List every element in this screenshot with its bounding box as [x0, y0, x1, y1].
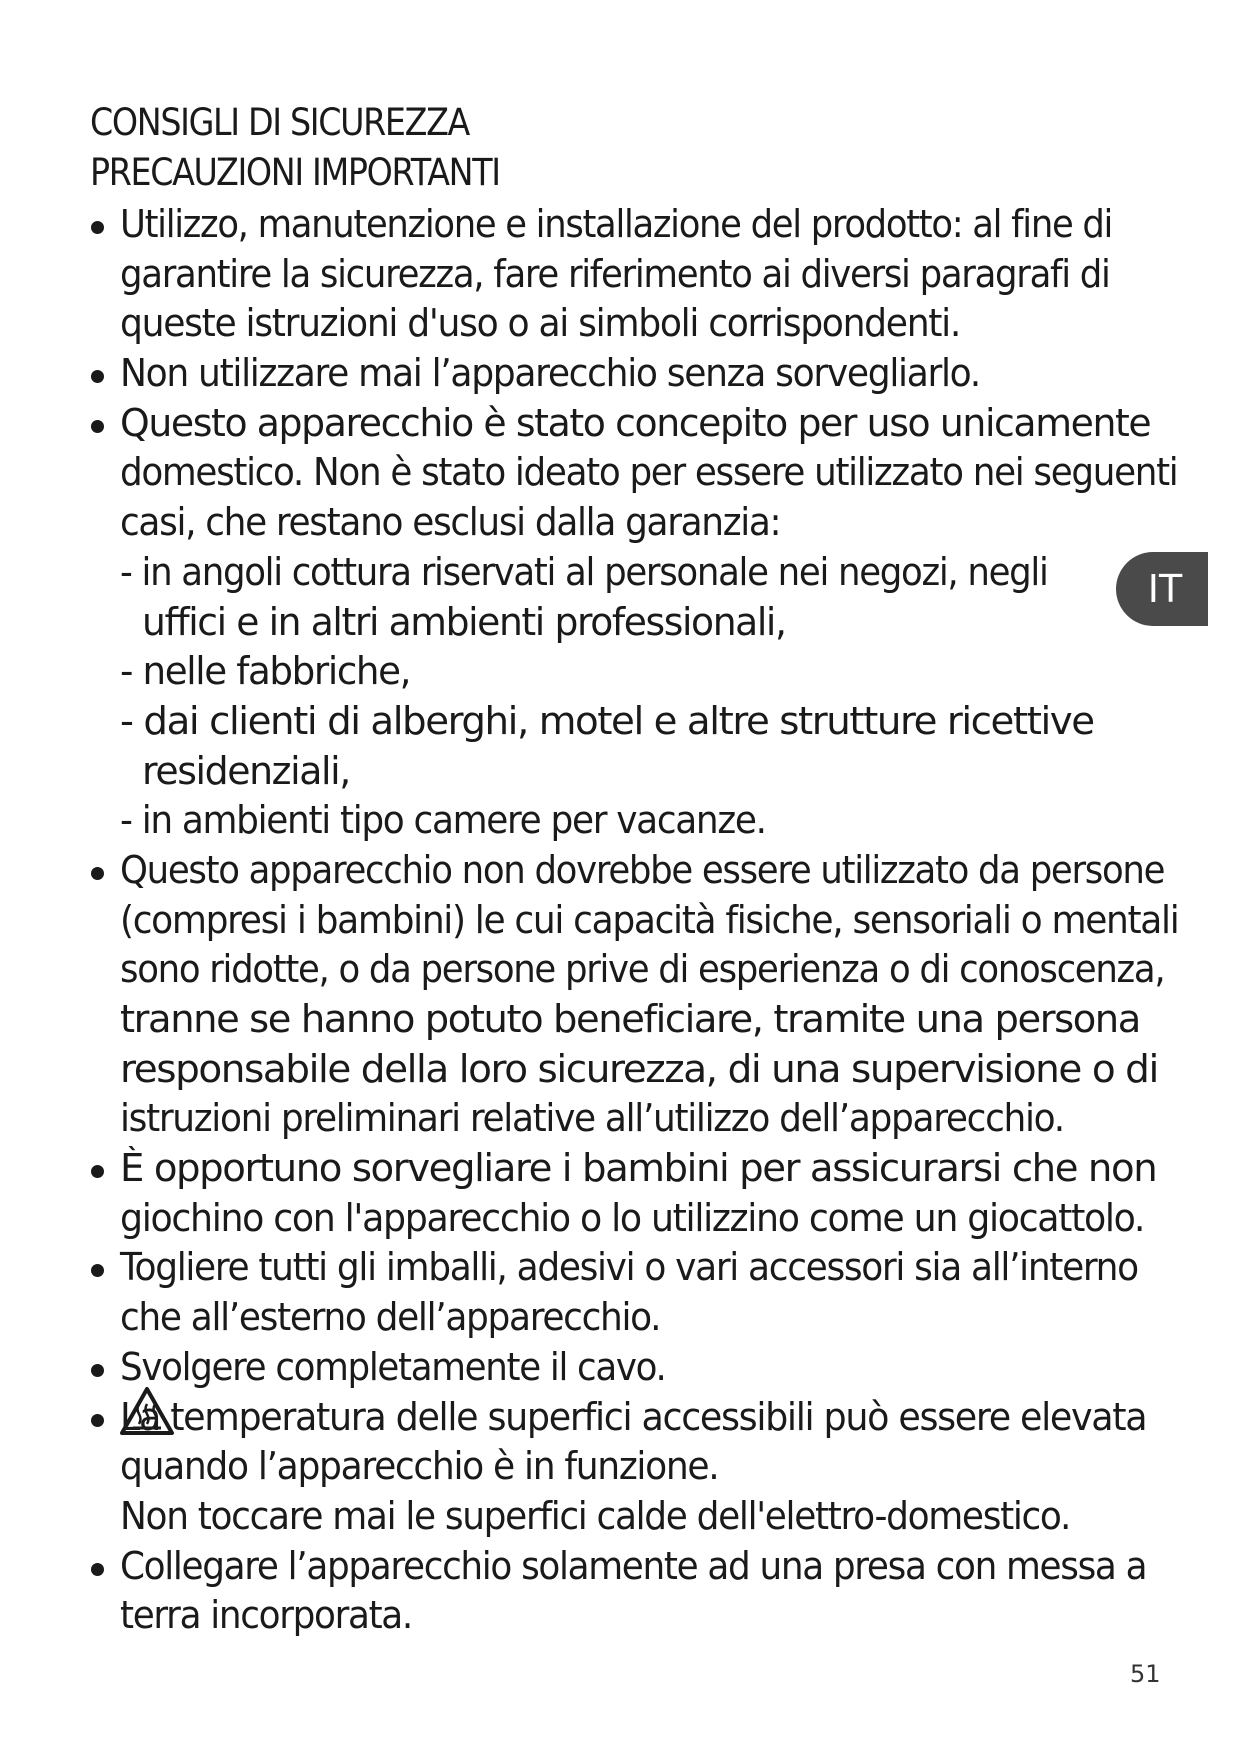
text-line-row	[88, 1094, 1180, 1144]
text-line-row	[88, 598, 1180, 648]
text-line: quando l’apparecchio è in funzione.	[120, 1444, 719, 1489]
text-line-row	[88, 498, 1180, 548]
text-line-row	[88, 896, 1180, 946]
text-line: (compresi i bambini) le cui capacità fisiche, sensoriali o mentali	[120, 897, 1179, 942]
text-line: queste istruzioni d'uso o ai simboli corrispondenti.	[120, 301, 960, 346]
list-item	[88, 1144, 1180, 1194]
text-line: Questo apparecchio è stato concepito per uso unicamente	[120, 400, 1151, 445]
text-line-row	[88, 945, 1180, 995]
text-line: Svolgere completamente il cavo.	[120, 1344, 666, 1389]
text-line-row	[88, 1442, 1180, 1492]
text-line-row	[88, 1492, 1180, 1542]
text-line: tranne se hanno potuto beneficiare, tramite una persona	[120, 997, 1140, 1041]
page-heading	[90, 98, 500, 198]
bullet-icon	[91, 1165, 104, 1178]
list-item	[88, 200, 1180, 250]
list-item	[88, 1542, 1180, 1592]
text-line: - in ambienti tipo camere per vacanze.	[120, 798, 766, 843]
text-line: Utilizzo, manutenzione e installazione del prodotto: al fine di	[120, 202, 1113, 246]
text-line: - in angoli cottura riservati al personale nei negozi, negli	[120, 549, 1048, 594]
sub-list-item	[88, 647, 1180, 697]
text-line-row	[88, 299, 1180, 349]
text-line-row	[88, 1293, 1180, 1343]
list-item	[88, 1243, 1180, 1293]
page-number: 51	[1130, 1660, 1161, 1688]
text-line: giochino con l'apparecchio o lo utilizzino come un giocattolo.	[120, 1195, 1145, 1240]
list-item	[88, 1343, 1180, 1393]
heading-line-2: PRECAUZIONI IMPORTANTI	[90, 151, 500, 194]
text-line: responsabile della loro sicurezza, di una supervisione o di	[120, 1046, 1158, 1091]
text-line: che all’esterno dell’apparecchio.	[120, 1295, 661, 1340]
text-line: Non toccare mai le superfici calde dell'elettro-domestico.	[120, 1493, 1071, 1538]
bullet-icon	[91, 1563, 104, 1576]
sub-list-item	[88, 697, 1180, 747]
list-item	[88, 399, 1180, 449]
heading-line-1: CONSIGLI DI SICUREZZA	[90, 101, 469, 144]
text-line-row	[88, 1591, 1180, 1641]
text-line: sono ridotte, o da persone prive di esperienza o di conoscenza,	[120, 947, 1165, 992]
bullet-icon	[91, 1264, 104, 1277]
text-line-row	[88, 747, 1180, 797]
text-line: residenziali,	[142, 748, 350, 793]
bullet-icon	[91, 420, 104, 433]
bullet-icon	[91, 221, 104, 234]
text-line-row	[88, 1194, 1180, 1244]
text-line: La temperatura delle superfici accessibili può essere elevata	[120, 1394, 1147, 1439]
hot-surface-warning-icon	[119, 1386, 175, 1436]
safety-instructions-list	[88, 200, 1180, 1641]
text-line: istruzioni preliminari relative all’utilizzo dell’apparecchio.	[120, 1096, 1064, 1141]
bullet-icon	[91, 370, 104, 383]
text-line: casi, che restano esclusi dalla garanzia:	[120, 500, 781, 545]
text-line: Questo apparecchio non dovrebbe essere utilizzato da persone	[120, 847, 1165, 892]
text-line-row	[88, 995, 1180, 1045]
text-line: - nelle fabbriche,	[120, 649, 411, 694]
list-item	[88, 1393, 1180, 1443]
text-line: Collegare l’apparecchio solamente ad una presa con messa a	[120, 1543, 1147, 1588]
language-tab: IT	[1116, 552, 1208, 626]
bullet-icon	[91, 1364, 104, 1377]
text-line: garantire la sicurezza, fare riferimento ai diversi paragrafi di	[120, 251, 1110, 296]
sub-list-item	[88, 548, 1180, 598]
list-item	[88, 349, 1180, 399]
text-line-row	[88, 448, 1180, 498]
text-line: uffici e in altri ambienti professionali,	[142, 599, 786, 644]
text-line: - dai clienti di alberghi, motel e altre strutture ricettive	[120, 698, 1094, 743]
text-line: È opportuno sorvegliare i bambini per assicurarsi che non	[120, 1146, 1157, 1191]
text-line: Non utilizzare mai l’apparecchio senza sorvegliarlo.	[120, 351, 980, 396]
text-line: Togliere tutti gli imballi, adesivi o vari accessori sia all’interno	[120, 1245, 1138, 1290]
bullet-icon	[91, 1414, 104, 1427]
text-line-row	[88, 250, 1180, 300]
list-item	[88, 846, 1180, 896]
text-line: terra incorporata.	[120, 1593, 412, 1638]
bullet-icon	[91, 867, 104, 880]
sub-list-item	[88, 796, 1180, 846]
text-line: domestico. Non è stato ideato per essere utilizzato nei seguenti	[120, 450, 1178, 495]
text-line-row	[88, 1045, 1180, 1095]
